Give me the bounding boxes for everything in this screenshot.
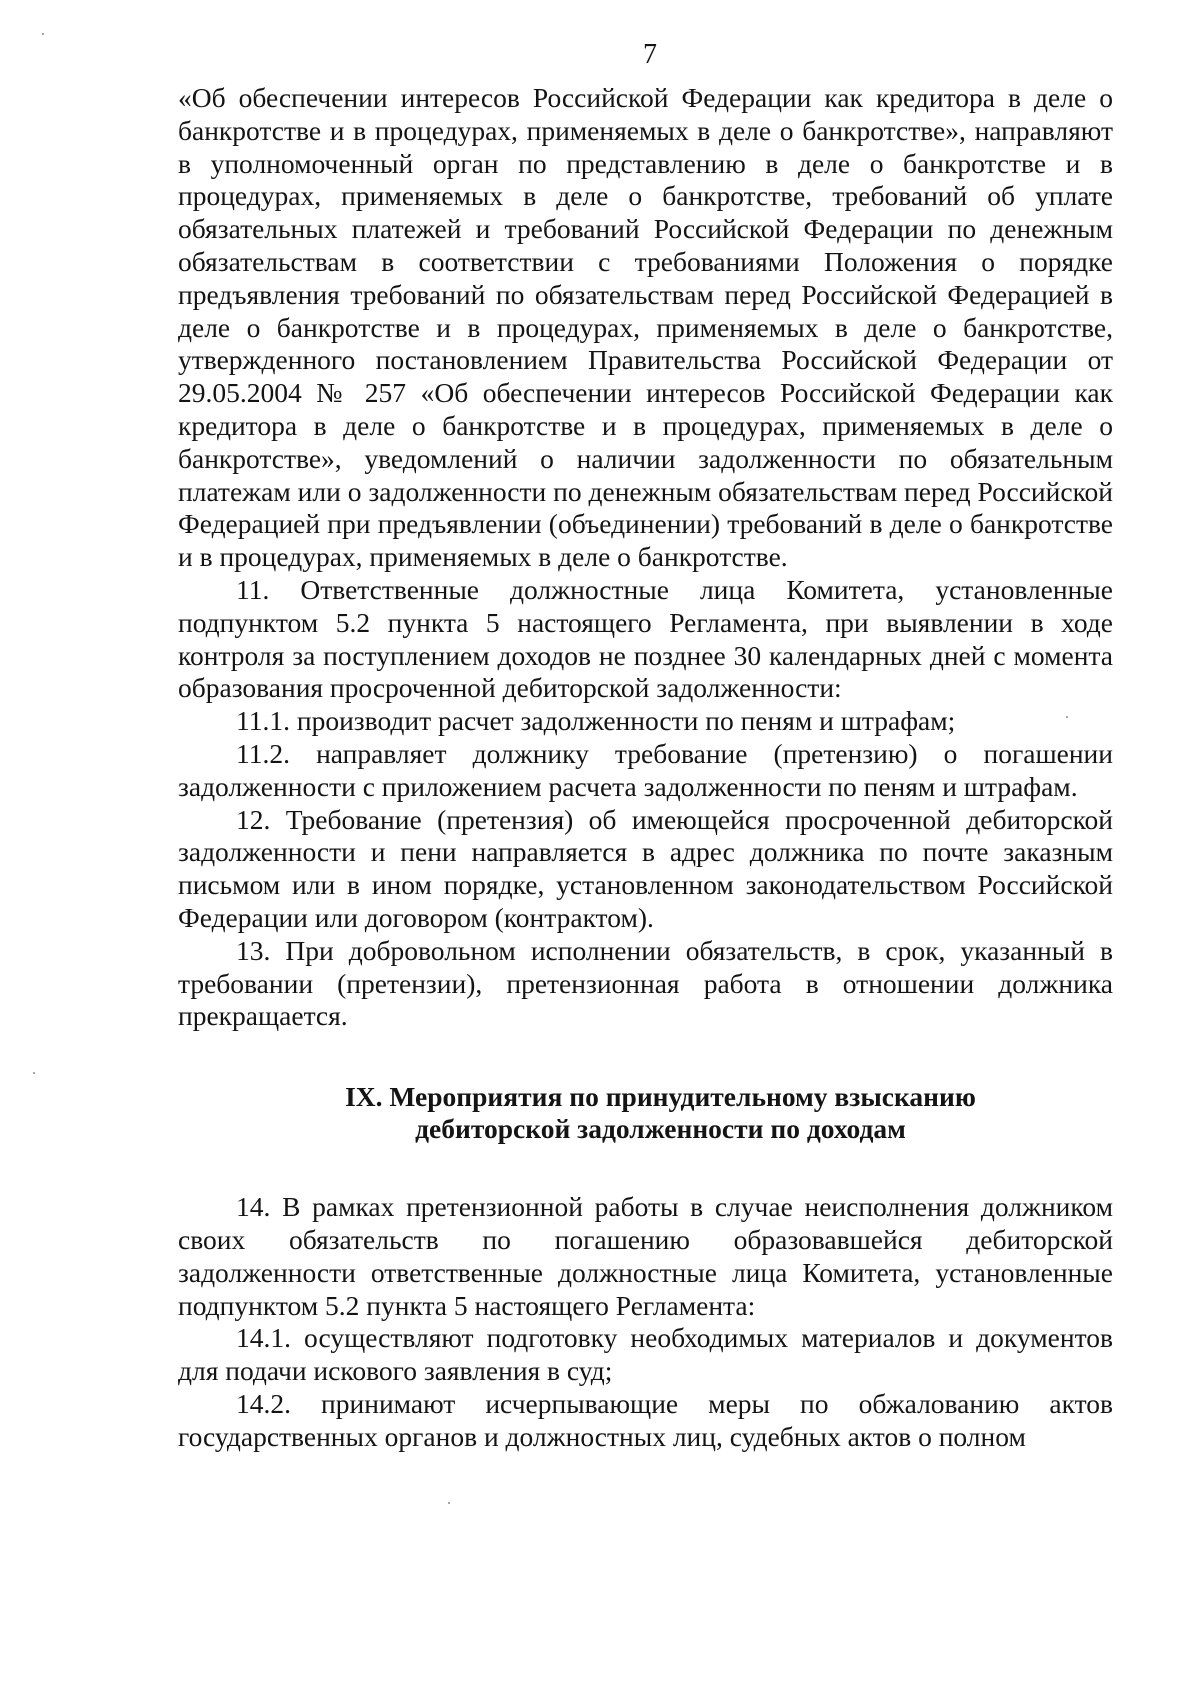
paragraphs-after-section <box>178 1191 1113 1453</box>
paragraph-12: 12. Требование (претензия) об имеющейся просроченной дебиторской задолженности и пени направляется в адрес должника по почте заказным письмом или в ином порядке, установленном законодательством Российской Федерации или договором (контрактом). <box>178 803 1113 933</box>
scan-speck <box>448 1502 450 1504</box>
page-number: 7 <box>643 39 657 70</box>
paragraph-11-1: 11.1. производит расчет задолженности по пеням и штрафам; <box>236 705 956 737</box>
document-body <box>178 82 1113 1453</box>
paragraph-11: 11. Ответственные должностные лица Комитета, установленные подпунктом 5.2 пункта 5 настоящего Регламента, при выявлении в ходе контроля за поступлением доходов не позднее 30 календарных дней с момента образования просроченной дебиторской задолженности: <box>178 573 1113 704</box>
paragraphs-before-section <box>178 82 1113 1033</box>
scan-speck <box>1066 716 1068 718</box>
paragraph-11-2: 11.2. направляет должнику требование (претензию) о погашении задолженности с приложением расчета задолженности по пеням и штрафам. <box>178 737 1113 802</box>
paragraph-continuation: «Об обеспечении интересов Российской Федерации как кредитора в деле о банкротстве и в процедурах, применяемых в деле о банкротстве», направляют в уполномоченный орган по представлению в деле о банкротстве и в процедурах, применяемых в деле о банкротстве, требований об уплате обязательных платежей и требований Российской Федерации по денежным обязательствам в соответствии с требованиями Положения о порядке предъявления требований по обязательствам перед Российской Федерацией в деле о банкротстве и в процедурах, применяемых в деле о банкротстве, утвержденного постановлением Правительства Российской Федерации от 29.05.2004 № 257 «Об обеспечении интересов Российской Федерации как кредитора в деле о банкротстве и в процедурах, применяемых в деле о банкротстве», уведомлений о наличии задолженности по обязательным платежам или о задолженности по денежным обязательствам перед Российской Федерацией при предъявлении (объединении) требований в деле о банкротстве и в процедурах, применяемых в деле о банкротстве. <box>178 82 1113 573</box>
section-heading-line-1: IX. Мероприятия по принудительному взысканию <box>345 1081 976 1113</box>
paragraph-14-1: 14.1. осуществляют подготовку необходимых материалов и документов для подачи искового заявления в суд; <box>178 1322 1113 1387</box>
scan-speck <box>42 33 44 35</box>
paragraph-13: 13. При добровольном исполнении обязательств, в срок, указанный в требовании (претензии), претензионная работа в отношении должника прекращается. <box>178 934 1113 1032</box>
paragraph-14: 14. В рамках претензионной работы в случае неисполнения должником своих обязательств по погашению образовавшейся дебиторской задолженности ответственные должностные лица Комитета, установленные подпунктом 5.2 пункта 5 настоящего Регламента: <box>178 1191 1113 1321</box>
scan-speck <box>33 1072 35 1074</box>
section-heading <box>178 1081 1113 1145</box>
paragraph-14-2: 14.2. принимают исчерпывающие меры по обжалованию актов государственных органов и должностных лиц, судебных актов о полном <box>178 1387 1113 1452</box>
section-heading-line-2: дебиторской задолженности по доходам <box>415 1113 906 1145</box>
